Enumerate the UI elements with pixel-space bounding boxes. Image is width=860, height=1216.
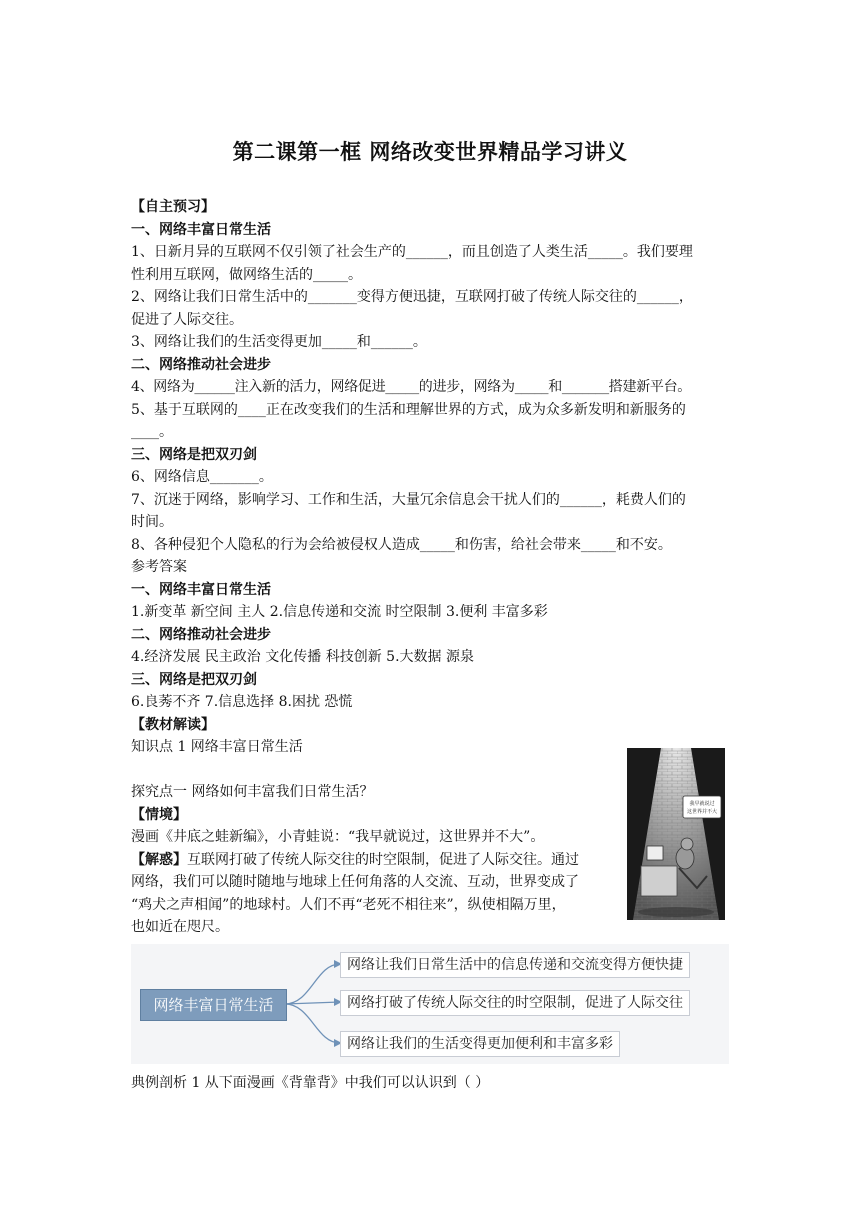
subsection-title: 三、网络是把双刃剑: [131, 671, 257, 688]
example-question: 典例剖析 1 从下面漫画《背靠背》中我们可以认识到（ ）: [131, 1075, 490, 1091]
answer-line: 1.新变革 新空间 主人 2.信息传递和交流 时空限制 3.便利 丰富多彩: [131, 604, 548, 620]
question-line: 4、网络为______注入新的活力，网络促进_____的进步，网络为_____和_______搭建新平台。: [131, 379, 692, 395]
question-line: 2、网络让我们日常生活中的_______变得方便迅捷，互联网打破了传统人际交往的______，: [131, 289, 693, 305]
cartoon-drawing: [627, 748, 725, 920]
answer-line: 4.经济发展 民主政治 文化传播 科技创新 5.大数据 源泉: [131, 649, 474, 665]
situation-text: 漫画《井底之蛙新编》，小青蛙说：“我早就说过，这世界并不大”。: [131, 829, 545, 845]
page-title: 第二课第一框 网络改变世界精品学习讲义: [232, 140, 628, 164]
mindmap: [131, 944, 729, 1064]
question-line: 6、网络信息_______。: [131, 469, 273, 485]
subsection-title: 三、网络是把双刃剑: [131, 446, 257, 463]
frog-in-well-cartoon: [627, 748, 725, 920]
situation-heading: 【情境】: [131, 806, 187, 823]
question-line: 促进了人际交往。: [131, 311, 243, 328]
question-line: 时间。: [131, 514, 173, 530]
mindmap-node: 网络让我们日常生活中的信息传递和交流变得方便快捷: [340, 952, 690, 978]
svg-text:我早就说过: 我早就说过: [689, 801, 715, 807]
question-line: ____。: [131, 424, 173, 440]
svg-text:这世界并不大: 这世界并不大: [686, 809, 718, 815]
mindmap-node: 网络让我们的生活变得更加便利和丰富多彩: [340, 1031, 620, 1057]
question-line: 3、网络让我们的生活变得更加_____和______。: [131, 334, 427, 350]
subsection-title: 二、网络推动社会进步: [131, 626, 271, 643]
answer-line: 6.良莠不齐 7.信息选择 8.困扰 恐慌: [131, 694, 353, 710]
mindmap-root: 网络丰富日常生活: [140, 989, 287, 1021]
explain-label: 【解惑】: [131, 851, 187, 868]
subsection-title: 一、网络丰富日常生活: [131, 221, 271, 238]
subsection-title: 二、网络推动社会进步: [131, 356, 271, 373]
question-line: 5、基于互联网的____正在改变我们的生活和理解世界的方式，成为众多新发明和新服务的: [131, 401, 686, 418]
question-line: 1、日新月异的互联网不仅引领了社会生产的______，而且创造了人类生活_____。我们要理: [131, 244, 693, 260]
section-heading-preview: 【自主预习】: [131, 199, 215, 215]
explain-line: “鸡犬之声相闻”的地球村。人们不再“老死不相往来”，纵使相隔万里，: [131, 896, 566, 913]
knowledge-point: 知识点 1 网络丰富日常生活: [131, 739, 303, 755]
question-line: 8、各种侵犯个人隐私的行为会给被侵权人造成_____和伤害，给社会带来_____和不安。: [131, 536, 672, 553]
question-line: 7、沉迷于网络，影响学习、工作和生活，大量冗余信息会干扰人们的______，耗费人们的: [131, 491, 686, 508]
explain-text: 互联网打破了传统人际交往的时空限制，促进了人际交往。通过: [187, 851, 579, 868]
section-heading-reading: 【教材解读】: [131, 716, 215, 733]
explore-point: 探究点一 网络如何丰富我们日常生活？: [131, 784, 374, 800]
mindmap-node: 网络打破了传统人际交往的时空限制，促进了人际交往: [340, 990, 690, 1016]
explain-line: 网络，我们可以随时随地与地球上任何角落的人交流、互动，世界变成了: [131, 874, 579, 890]
subsection-title: 一、网络丰富日常生活: [131, 581, 271, 598]
question-line: 性利用互联网，做网络生活的_____。: [131, 266, 362, 283]
answers-label: 参考答案: [131, 559, 187, 575]
explain-line: 也如近在咫尺。: [131, 919, 229, 935]
